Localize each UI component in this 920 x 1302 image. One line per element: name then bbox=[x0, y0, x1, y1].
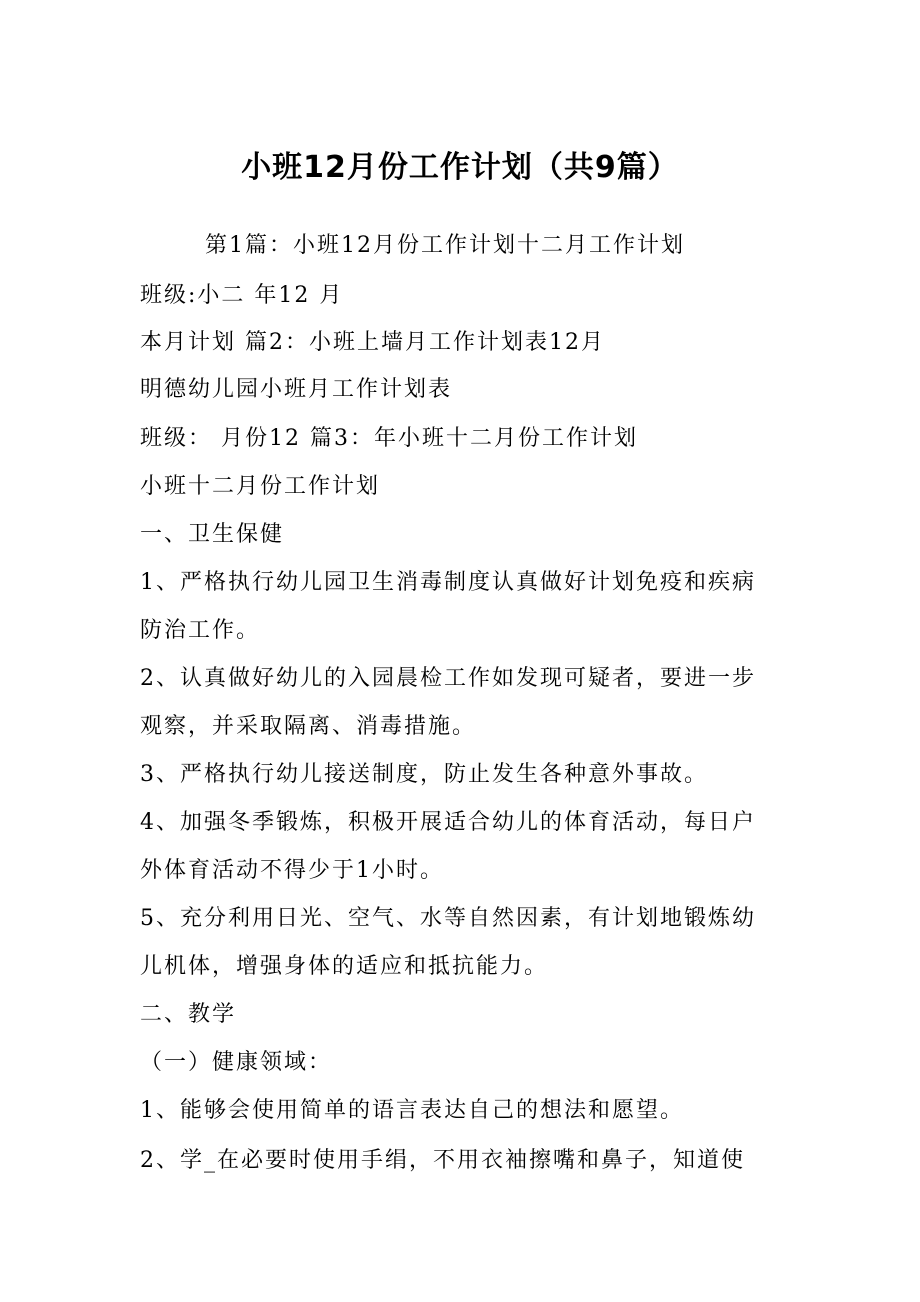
subsection-heading: （一）健康领域： bbox=[140, 1050, 333, 1075]
section-heading: 二、教学 bbox=[140, 1002, 237, 1027]
body-line: 1、严格执行幼儿园卫生消毒制度认真做好计划免疫和疾病 bbox=[140, 570, 756, 595]
body-line: 观察，并采取隔离、消毒措施。 bbox=[140, 714, 477, 739]
chapter-heading: 第1篇：小班12月份工作计划十二月工作计划 bbox=[205, 233, 685, 258]
body-line: 1、能够会使用简单的语言表达自己的想法和愿望。 bbox=[140, 1098, 684, 1123]
body-line: 5、充分利用日光、空气、水等自然因素，有计划地锻炼幼 bbox=[140, 906, 756, 931]
body-line: 小班十二月份工作计划 bbox=[140, 474, 381, 499]
body-line: 儿机体，增强身体的适应和抵抗能力。 bbox=[140, 954, 549, 979]
body-line: 明德幼儿园小班月工作计划表 bbox=[140, 377, 453, 402]
body-line: 外体育活动不得少于1小时。 bbox=[140, 858, 444, 883]
document-title: 小班12月份工作计划（共9篇） bbox=[241, 150, 679, 185]
body-line: 班级： 月份12 篇3：年小班十二月份工作计划 bbox=[140, 426, 638, 451]
section-heading: 一、卫生保健 bbox=[140, 522, 285, 547]
body-line: 3、严格执行幼儿接送制度，防止发生各种意外事故。 bbox=[140, 762, 708, 787]
body-line: 4、加强冬季锻炼，积极开展适合幼儿的体育活动，每日户 bbox=[140, 810, 756, 835]
body-line: 防治工作。 bbox=[140, 618, 261, 643]
body-line: 2、学_在必要时使用手绢，不用衣袖擦嘴和鼻子，知道使 bbox=[140, 1148, 745, 1173]
body-line: 2、认真做好幼儿的入园晨检工作如发现可疑者，要进一步 bbox=[140, 666, 756, 691]
body-line: 班级:小二 年12 月 bbox=[140, 283, 344, 308]
body-line: 本月计划 篇2：小班上墙月工作计划表12月 bbox=[140, 330, 605, 355]
